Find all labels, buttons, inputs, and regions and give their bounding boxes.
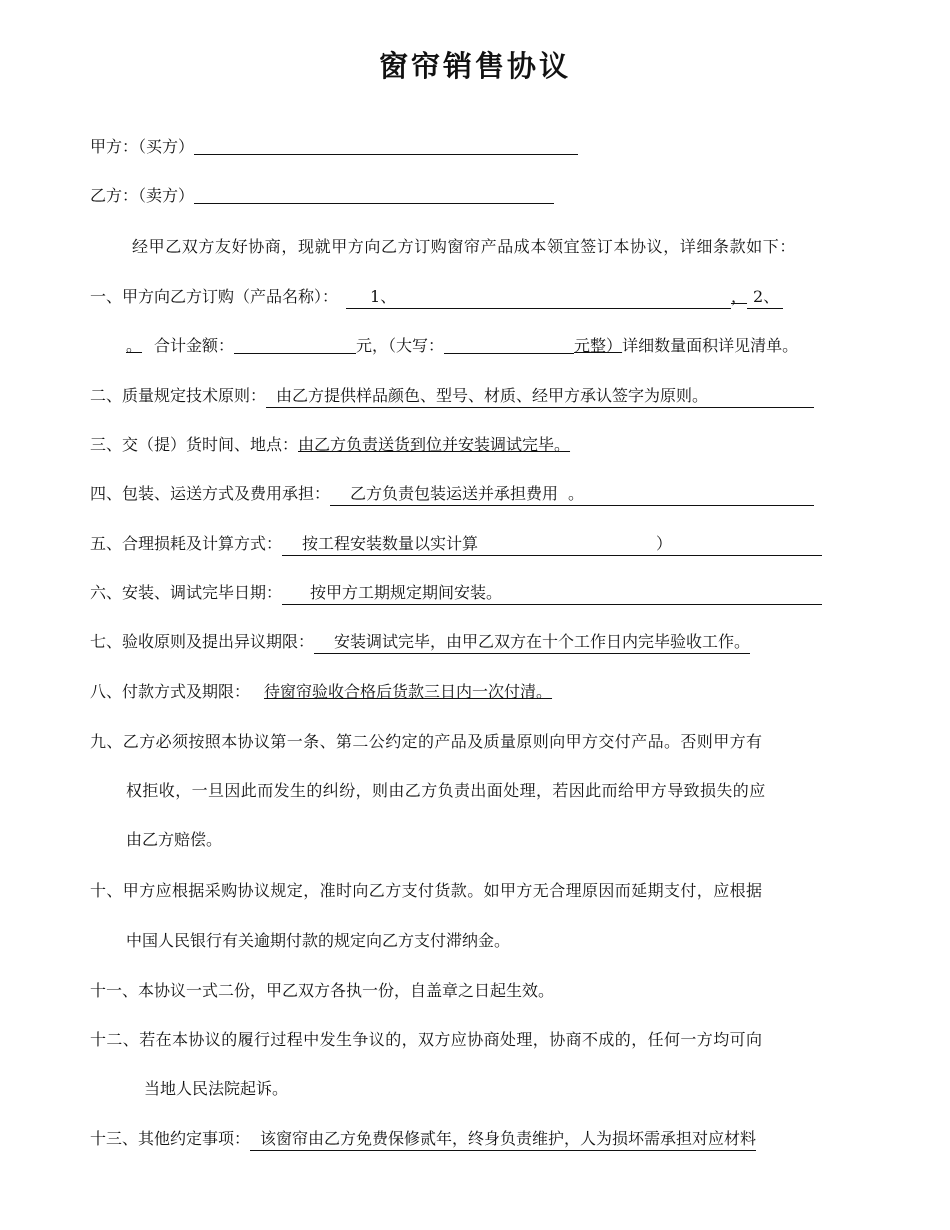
party-a-label: 甲方：（买方） <box>90 137 195 156</box>
clause-1-item2: 2、 <box>747 286 783 309</box>
clause-2-label: 二、质量规定技术原则： <box>90 386 267 405</box>
clause-4-row <box>90 483 814 506</box>
clause-6-label: 六、安装、调试完毕日期： <box>90 583 283 602</box>
clause-1-cont-prefix: 。 <box>126 336 143 355</box>
clause-1-yuan: 元，（大写： <box>356 336 445 355</box>
clause-3-label: 三、交（提）货时间、地点： <box>90 435 299 454</box>
clause-13-row <box>90 1128 756 1151</box>
party-b-blank <box>194 187 554 204</box>
party-b-label: 乙方：（卖方） <box>90 186 195 205</box>
clause-1-cont-row <box>126 335 798 357</box>
clause-7-value: 安装调试完毕，由甲乙双方在十个工作日内完毕验收工作。 <box>334 632 751 651</box>
clause-9-line-3: 由乙方赔偿。 <box>126 830 223 849</box>
clause-1-total-label: 合计金额： <box>154 336 235 355</box>
intro-text: 经甲乙双方友好协商，现就甲方向乙方订购窗帘产品成本领宜签订本协议，详细条款如下： <box>132 237 797 256</box>
clause-11-text: 十一、本协议一式二份，甲乙双方各执一份，自盖章之日起生效。 <box>90 981 555 1000</box>
clause-3-value: 由乙方负责送货到位并安装调试完毕。 <box>298 435 571 454</box>
clause-10-line-2: 中国人民银行有关逾期付款的规定向乙方支付滞纳金。 <box>126 931 511 950</box>
clause-9-line-1: 九、乙方必须按照本协议第一条、第二公约定的产品及质量原则向甲方交付产品。否则甲方有 <box>90 732 763 751</box>
clause-1-yuan-zheng: 元整） <box>574 336 623 355</box>
party-a-row <box>90 136 578 158</box>
clause-10-line-1: 十、甲方应根据采购协议规定，准时向乙方支付货款。如甲方无合理原因而延期支付，应根据 <box>90 881 763 900</box>
clause-13-label: 十三、其他约定事项： <box>90 1129 251 1148</box>
clause-4-suffix: 。 <box>568 484 585 503</box>
clause-7-value-line <box>314 631 750 654</box>
clause-4-value: 乙方负责包装运送并承担费用 <box>350 484 559 503</box>
clause-6-value-line <box>282 582 822 605</box>
clause-2-value-line <box>266 385 814 408</box>
clause-5-value: 按工程安装数量以实计算 <box>302 534 479 553</box>
clause-5-label: 五、合理损耗及计算方式： <box>90 534 283 553</box>
clause-3-row <box>90 434 570 456</box>
clause-13-value: 该窗帘由乙方免费保修贰年，终身负责维护，人为损坏需承担对应材料 <box>260 1129 757 1148</box>
clause-8-value: 待窗帘验收合格后货款三日内一次付清。 <box>264 682 553 701</box>
clause-8-row <box>90 681 552 703</box>
clause-1-tail: 详细数量面积详见清单。 <box>622 336 799 355</box>
clause-1-item1-text: 1、 <box>370 287 397 306</box>
clause-5-suffix: ） <box>656 534 673 553</box>
clause-7-label: 七、验收原则及提出异议期限： <box>90 632 315 651</box>
clause-1-item1 <box>346 286 731 309</box>
clause-7-row <box>90 631 750 654</box>
clause-1-amount-blank <box>234 337 356 354</box>
clause-9-line-2: 权拒收，一旦因此而发生的纠纷，则由乙方负责出面处理，若因此而给甲方导致损失的应 <box>126 781 766 800</box>
clause-12-line-2: 当地人民法院起诉。 <box>144 1079 289 1098</box>
clause-4-label: 四、包装、运送方式及费用承担： <box>90 484 331 503</box>
document-title: 窗帘销售协议 <box>378 49 571 83</box>
clause-5-row <box>90 533 822 556</box>
clause-1-row <box>90 286 783 309</box>
clause-2-value: 由乙方提供样品颜色、型号、材质、经甲方承认签字为原则。 <box>276 386 709 405</box>
clause-1-label: 一、甲方向乙方订购（产品名称）： <box>90 287 339 306</box>
clause-6-value: 按甲方工期规定期间安装。 <box>310 583 503 602</box>
clause-1-sep: ， <box>731 287 748 306</box>
clause-13-value-line <box>250 1128 756 1151</box>
clause-5-value-line <box>282 533 822 556</box>
clause-4-value-line <box>330 483 814 506</box>
clause-2-row <box>90 385 814 408</box>
clause-12-line-1: 十二、若在本协议的履行过程中发生争议的，双方应协商处理，协商不成的，任何一方均可向 <box>90 1030 763 1049</box>
party-b-row <box>90 185 554 207</box>
clause-8-label: 八、付款方式及期限： <box>90 682 251 701</box>
clause-1-capital-blank <box>444 337 574 354</box>
party-a-blank <box>194 138 578 155</box>
clause-6-row <box>90 582 822 605</box>
